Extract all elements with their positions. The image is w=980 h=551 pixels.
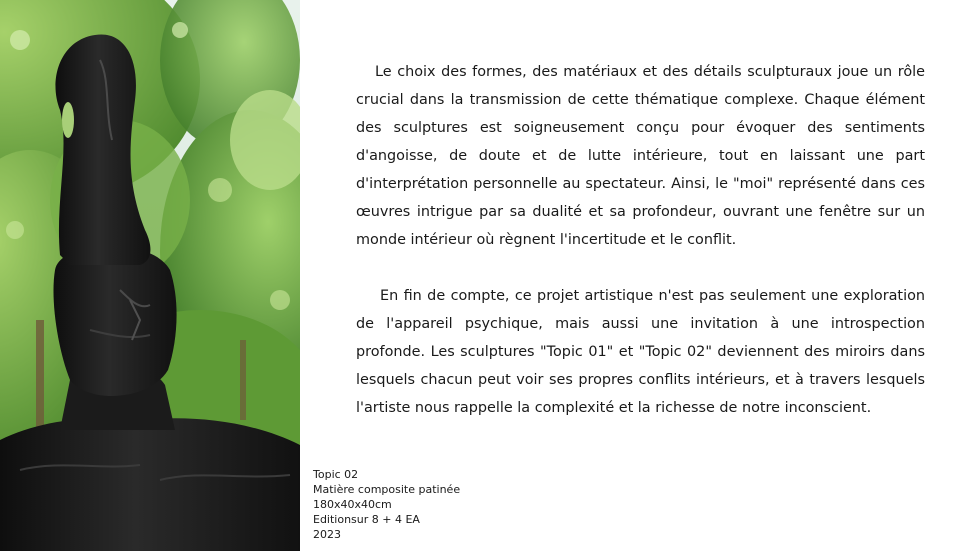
paragraph-1: Le choix des formes, des matériaux et des détails sculpturaux joue un rôle crucial dans la transmission de cette thématique complexe. Chaque élément des sculptures est soigneusement conçu pour évoquer des sentiments d'angoisse, de doute et de lutte intérieure, tout en laissant une part d'interprétation personnelle au spectateur. Ainsi, le "moi" représenté dans ces œuvres intrigue par sa dualité et sa profondeur, ouvrant une fenêtre sur un monde intérieur où règnent l'incertitude et le conflit. [356, 64, 925, 248]
artwork-edition: Editionsur 8 + 4 EA [313, 513, 420, 526]
artwork-year: 2023 [313, 528, 341, 541]
sculpture-illustration [0, 0, 300, 551]
description-text [356, 58, 925, 422]
artwork-caption [313, 467, 460, 542]
paragraph-2: En fin de compte, ce projet artistique n'est pas seulement une exploration de l'appareil psychique, mais aussi une invitation à une introspection profonde. Les sculptures "Topic 01" et "Topic 02" deviennent des miroirs dans lesquels chacun peut voir ses propres conflits intérieurs, et à travers lesquels l'artiste nous rappelle la complexité et la richesse de notre inconscient. [356, 288, 925, 416]
artwork-dimensions: 180x40x40cm [313, 498, 392, 511]
artwork-title: Topic 02 [313, 468, 359, 481]
sculpture-photo [0, 0, 300, 551]
artwork-material: Matière composite patinée [313, 483, 461, 496]
